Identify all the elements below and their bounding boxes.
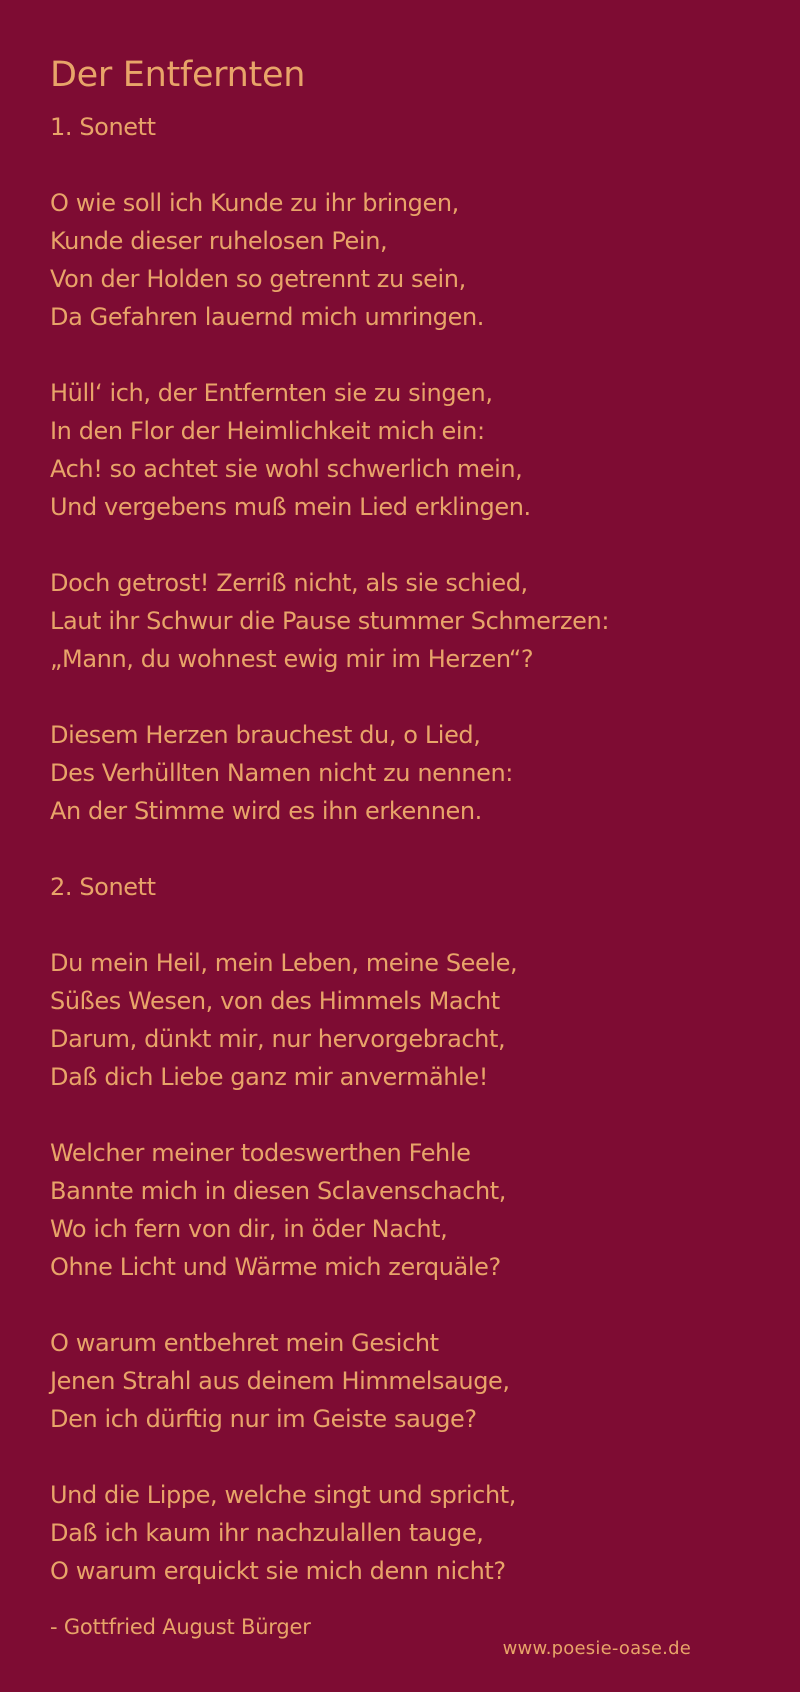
blank-line — [50, 1096, 609, 1134]
poem-title: Der Entfernten — [50, 55, 306, 95]
section-heading: 1. Sonett — [50, 113, 156, 141]
poem-line: Kunde dieser ruhelosen Pein, — [50, 227, 388, 255]
blank-line — [50, 1438, 609, 1476]
poem-line: Hüll‘ ich, der Entfernten sie zu singen, — [50, 379, 493, 407]
poem-line: Laut ihr Schwur die Pause stummer Schmerzen: — [50, 607, 610, 635]
poem-line: Da Gefahren lauernd mich umringen. — [50, 303, 485, 331]
poem-line: Ach! so achtet sie wohl schwerlich mein, — [50, 455, 523, 483]
poem-line: Welcher meiner todeswerthen Fehle — [50, 1139, 471, 1167]
website-watermark: www.poesie-oase.de — [502, 1638, 691, 1659]
poem-line: Jenen Strahl aus deinem Himmelsauge, — [50, 1367, 510, 1395]
poem-line: Süßes Wesen, von des Himmels Macht — [50, 987, 500, 1015]
blank-line — [50, 830, 609, 868]
blank-line — [50, 906, 609, 944]
poem-line: Darum, dünkt mir, nur hervorgebracht, — [50, 1025, 506, 1053]
poem-line: Doch getrost! Zerriß nicht, als sie schied, — [50, 569, 528, 597]
poem-line: Daß dich Liebe ganz mir anvermähle! — [50, 1063, 488, 1091]
poem-line: In den Flor der Heimlichkeit mich ein: — [50, 417, 485, 445]
blank-line — [50, 146, 609, 184]
poem-line: Bannte mich in diesen Sclavenschacht, — [50, 1177, 507, 1205]
poem-line: Diesem Herzen brauchest du, o Lied, — [50, 721, 481, 749]
poem-line: Von der Holden so getrennt zu sein, — [50, 265, 466, 293]
poem-line: An der Stimme wird es ihn erkennen. — [50, 797, 482, 825]
poem-line: Den ich dürftig nur im Geiste sauge? — [50, 1405, 477, 1433]
poem-text — [50, 108, 609, 1590]
section-heading: 2. Sonett — [50, 873, 156, 901]
poem-author: - Gottfried August Bürger — [50, 1615, 311, 1639]
blank-line — [50, 526, 609, 564]
poem-line: O warum erquickt sie mich denn nicht? — [50, 1557, 506, 1585]
poem-line: Du mein Heil, mein Leben, meine Seele, — [50, 949, 518, 977]
blank-line — [50, 1286, 609, 1324]
blank-line — [50, 336, 609, 374]
poem-line: Ohne Licht und Wärme mich zerquäle? — [50, 1253, 501, 1281]
poem-line: „Mann, du wohnest ewig mir im Herzen“? — [50, 645, 534, 673]
poem-line: O wie soll ich Kunde zu ihr bringen, — [50, 189, 459, 217]
poem-line: Des Verhüllten Namen nicht zu nennen: — [50, 759, 513, 787]
poem-line: Und die Lippe, welche singt und spricht, — [50, 1481, 516, 1509]
poem-line: Und vergebens muß mein Lied erklingen. — [50, 493, 531, 521]
poem-line: O warum entbehret mein Gesicht — [50, 1329, 439, 1357]
poem-line: Wo ich fern von dir, in öder Nacht, — [50, 1215, 448, 1243]
poem-line: Daß ich kaum ihr nachzulallen tauge, — [50, 1519, 484, 1547]
blank-line — [50, 678, 609, 716]
